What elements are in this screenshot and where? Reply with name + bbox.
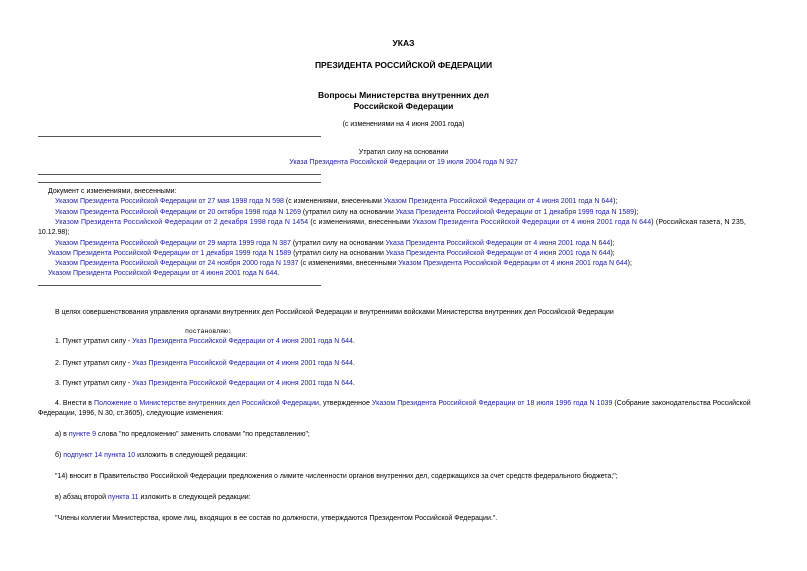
status-link-line <box>0 158 807 168</box>
amendment-link[interactable]: Указом Президента Российской Федерации от 24 ноября 2000 года N 1937 <box>55 260 299 267</box>
amendment-link[interactable]: Указа Президента Российской Федерации от 4 июня 2001 года N 644 <box>385 250 611 257</box>
amendment-link[interactable]: Указом Президента Российской Федерации от 20 октября 1998 года N 1269 <box>55 209 301 216</box>
amendment-line: Указом Президента Российской Федерации от 27 мая 1998 года N 598 (с изменениями, внесенными Указом Президента Российской Федерации от 4 июня 2001 года N 644); <box>55 198 618 205</box>
subclause-v: в) абзац второй пункта 11 изложить в следующей редакции: <box>55 494 251 501</box>
clause-3: 3. Пункт утратил силу - Указ Президента Российской Федерации от 4 июня 2001 года N 644. <box>55 380 355 387</box>
amendment-link[interactable]: Указа Президента Российской Федерации от 4 июня 2001 года N 644 <box>385 240 611 247</box>
amendment-link[interactable]: Указом Президента Российской Федерации от 1 декабря 1999 года N 1589 <box>48 250 292 257</box>
amendment-line: Указом Президента Российской Федерации от 2 декабря 1998 года N 1454 (с изменениями, внесенными Указом Президента Российской Федерации от 4 июня 2001 года N 644) (Российская газета, N 235, <box>55 219 747 226</box>
doc-type: УКАЗ <box>392 38 415 48</box>
clause-link[interactable]: Указ Президента Российской Федерации от 4 июня 2001 года N 644 <box>132 380 353 387</box>
regulation-link[interactable]: Положение о Министерстве внутренних дел Российской Федерации <box>94 400 319 407</box>
amendment-link[interactable]: Указом Президента Российской Федерации от 27 мая 1998 года N 598 <box>55 198 284 205</box>
amendment-line-cont: 10.12.98); <box>38 229 70 236</box>
amendment-link[interactable]: Указом Президента Российской Федерации от 4 июня 2001 года N 644 <box>412 219 652 226</box>
amendment-line: Указом Президента Российской Федерации от 24 ноября 2000 года N 1937 (с изменениями, внесенными Указом Президента Российской Федерации от 4 июня 2001 года N 644); <box>55 260 632 267</box>
divider <box>38 182 321 183</box>
clause-4-cont: Федерации, 1996, N 30, ст.3605), следующие изменения: <box>38 410 224 417</box>
quote-14: "14) вносит в Правительство Российской Федерации предложения о лимите численности органов внутренних дел, содержащихся за счет средств федерального бюджета;"; <box>55 473 618 480</box>
doc-subject-line2: Российской Федерации <box>353 101 454 111</box>
issuer: ПРЕЗИДЕНТА РОССИЙСКОЙ ФЕДЕРАЦИИ <box>314 60 493 70</box>
doc-subject-line1: Вопросы Министерства внутренних дел <box>317 90 490 100</box>
subclause-b: б) подпункт 14 пункта 10 изложить в следующей редакции: <box>55 452 248 459</box>
amended-date: (с изменениями на 4 июня 2001 года) <box>342 121 465 128</box>
amendment-line: Указом Президента Российской Федерации от 1 декабря 1999 года N 1589 (утратил силу на основании Указа Президента Российской Федерации от 4 июня 2001 года N 644); <box>48 250 615 257</box>
amendment-link[interactable]: Указом Президента Российской Федерации от 4 июня 2001 года N 644 <box>48 270 278 277</box>
clause-link[interactable]: Указом Президента Российской Федерации от 18 июля 1996 года N 1039 <box>371 400 613 407</box>
amendments-intro: Документ с изменениями, внесенными: <box>48 188 177 195</box>
clause-link[interactable]: Указ Президента Российской Федерации от 4 июня 2001 года N 644 <box>132 360 353 367</box>
amendment-line: Указом Президента Российской Федерации от 29 марта 1999 года N 387 (утратил силу на основании Указа Президента Российской Федерации от 4 июня 2001 года N 644); <box>55 240 615 247</box>
divider <box>38 136 321 137</box>
quote-members: "Члены коллегии Министерства, кроме лиц, входящих в ее состав по должности, утверждаются Президентом Российской Федерации.". <box>55 515 498 522</box>
amendment-link[interactable]: Указом Президента Российской Федерации от 2 декабря 1998 года N 1454 <box>55 219 309 226</box>
amendment-line: Указом Президента Российской Федерации от 4 июня 2001 года N 644. <box>48 270 280 277</box>
clause-4: 4. Внести в Положение о Министерстве внутренних дел Российской Федерации, утвержденное Указом Президента Российской Федерации от 18 июля 1996 года N 1039 (Собрание законодательства Российской <box>55 400 751 407</box>
amendment-line: Указом Президента Российской Федерации от 20 октября 1998 года N 1269 (утратил силу на основании Указа Президента Российской Федерации от 1 декабря 1999 года N 1589); <box>55 209 639 216</box>
repeal-decree-link[interactable]: Указа Президента Российской Федерации от 19 июля 2004 года N 927 <box>289 159 518 166</box>
divider <box>38 285 321 286</box>
amendment-link[interactable]: Указом Президента Российской Федерации от 4 июня 2001 года N 644 <box>398 260 628 267</box>
subclause-a: а) в пункте 9 слова "по предложению" заменить словами "по представлению"; <box>55 431 310 438</box>
subpoint-14-link[interactable]: подпункт 14 пункта 10 <box>63 452 136 459</box>
amendment-link[interactable]: Указом Президента Российской Федерации от 29 марта 1999 года N 387 <box>55 240 291 247</box>
amendment-link[interactable]: Указом Президента Российской Федерации от 4 июня 2001 года N 644 <box>383 198 614 205</box>
point-11-link[interactable]: пункта 11 <box>108 494 139 501</box>
clause-1: 1. Пункт утратил силу - Указ Президента Российской Федерации от 4 июня 2001 года N 644. <box>55 338 355 345</box>
divider <box>38 174 321 175</box>
amendment-link[interactable]: Указа Президента Российской Федерации от 1 декабря 1999 года N 1589 <box>395 209 635 216</box>
point-9-link[interactable]: пункте 9 <box>68 431 96 438</box>
status-label: Утратил силу на основании <box>358 149 449 156</box>
preamble: В целях совершенствования управления органами внутренних дел Российской Федерации и внутренними войсками Министерства внутренних дел Российской Федерации <box>55 309 614 316</box>
decree-word: постановляю: <box>185 328 232 335</box>
clause-2: 2. Пункт утратил силу - Указ Президента Российской Федерации от 4 июня 2001 года N 644. <box>55 360 355 367</box>
clause-link[interactable]: Указ Президента Российской Федерации от 4 июня 2001 года N 644 <box>132 338 353 345</box>
